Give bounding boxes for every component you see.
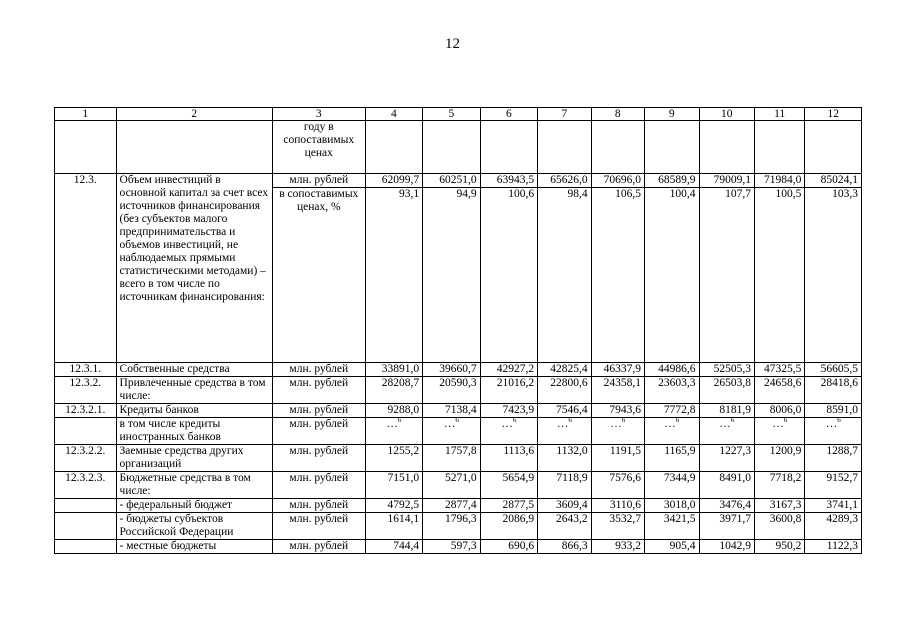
row-code: 12.3.2.1. xyxy=(55,404,117,418)
footnote-mark: 6 xyxy=(730,417,735,425)
ellipsis: … xyxy=(610,418,622,430)
row-code xyxy=(55,499,117,513)
value-cell: 7943,6 xyxy=(591,404,644,418)
row-code xyxy=(55,418,117,445)
value-cell: 7344,9 xyxy=(645,472,699,499)
value-cell: 24358,1 xyxy=(591,377,644,404)
table-row xyxy=(55,377,862,404)
value-cell: 7151,0 xyxy=(365,472,422,499)
value-cell: 4792,5 xyxy=(365,499,422,513)
row-name: Заемные средства других организаций xyxy=(116,445,272,472)
value-cell: 1165,9 xyxy=(645,445,699,472)
ellipsis: … xyxy=(772,418,784,430)
column-header: 4 xyxy=(365,108,422,121)
value-cell: 44986,6 xyxy=(645,363,699,377)
value-cell: 100,6 xyxy=(480,188,537,363)
value-cell: 690,6 xyxy=(480,540,537,554)
table-row xyxy=(55,540,862,554)
ellipsis: … xyxy=(719,418,731,430)
value-cell: 107,7 xyxy=(699,188,754,363)
table-row xyxy=(55,418,862,445)
value-cell: 3600,8 xyxy=(754,513,804,540)
value-cell xyxy=(754,121,804,174)
value-cell: 60251,0 xyxy=(423,174,480,188)
header-row xyxy=(55,108,862,121)
value-cell: 7546,4 xyxy=(538,404,591,418)
column-header: 7 xyxy=(538,108,591,121)
value-cell: 1288,7 xyxy=(805,445,862,472)
value-cell: 905,4 xyxy=(645,540,699,554)
value-cell: 93,1 xyxy=(365,188,422,363)
value-cell: 1796,3 xyxy=(423,513,480,540)
value-cell: 5654,9 xyxy=(480,472,537,499)
value-cell: 1122,3 xyxy=(805,540,862,554)
row-name: Бюджетные средства в том числе: xyxy=(116,472,272,499)
value-cell: 3532,7 xyxy=(591,513,644,540)
confidential-cell xyxy=(645,418,699,445)
ellipsis: … xyxy=(386,418,398,430)
value-cell: 33891,0 xyxy=(365,363,422,377)
value-cell: 56605,5 xyxy=(805,363,862,377)
value-cell xyxy=(699,121,754,174)
value-cell xyxy=(645,121,699,174)
row-unit: млн. рублей xyxy=(272,472,365,499)
value-cell: 62099,7 xyxy=(365,174,422,188)
value-cell: 24658,6 xyxy=(754,377,804,404)
value-cell: 70696,0 xyxy=(591,174,644,188)
value-cell: 106,5 xyxy=(591,188,644,363)
value-cell: 866,3 xyxy=(538,540,591,554)
table-row xyxy=(55,445,862,472)
row-unit: млн. рублей xyxy=(272,418,365,445)
row-code: 12.3.2.2. xyxy=(55,445,117,472)
row-name: - местные бюджеты xyxy=(116,540,272,554)
value-cell: 85024,1 xyxy=(805,174,862,188)
value-cell: 1614,1 xyxy=(365,513,422,540)
value-cell: 52505,3 xyxy=(699,363,754,377)
ellipsis: … xyxy=(501,418,513,430)
ellipsis: … xyxy=(664,418,676,430)
value-cell: 42927,2 xyxy=(480,363,537,377)
value-cell: 46337,9 xyxy=(591,363,644,377)
footnote-mark: 6 xyxy=(512,417,517,425)
value-cell: 950,2 xyxy=(754,540,804,554)
value-cell: 7118,9 xyxy=(538,472,591,499)
column-header: 9 xyxy=(645,108,699,121)
column-header: 10 xyxy=(699,108,754,121)
value-cell: 8181,9 xyxy=(699,404,754,418)
column-header: 2 xyxy=(116,108,272,121)
value-cell: 98,4 xyxy=(538,188,591,363)
value-cell: 5271,0 xyxy=(423,472,480,499)
row-unit: млн. рублей xyxy=(272,377,365,404)
column-header: 3 xyxy=(272,108,365,121)
confidential-cell xyxy=(423,418,480,445)
row-name: Кредиты банков xyxy=(116,404,272,418)
value-cell: 94,9 xyxy=(423,188,480,363)
table-row xyxy=(55,121,862,174)
row-code: 12.3.1. xyxy=(55,363,117,377)
table-row xyxy=(55,363,862,377)
value-cell: 100,4 xyxy=(645,188,699,363)
value-cell: 79009,1 xyxy=(699,174,754,188)
column-header: 8 xyxy=(591,108,644,121)
value-cell: 7138,4 xyxy=(423,404,480,418)
value-cell: 28208,7 xyxy=(365,377,422,404)
value-cell: 39660,7 xyxy=(423,363,480,377)
column-header: 1 xyxy=(55,108,117,121)
value-cell xyxy=(591,121,644,174)
value-cell: 42825,4 xyxy=(538,363,591,377)
value-cell: 71984,0 xyxy=(754,174,804,188)
row-unit: млн. рублей xyxy=(272,513,365,540)
value-cell: 3971,7 xyxy=(699,513,754,540)
value-cell: 7772,8 xyxy=(645,404,699,418)
value-cell xyxy=(480,121,537,174)
value-cell xyxy=(805,121,862,174)
value-cell: 3609,4 xyxy=(538,499,591,513)
value-cell: 2877,5 xyxy=(480,499,537,513)
value-cell: 1113,6 xyxy=(480,445,537,472)
ellipsis: … xyxy=(443,418,456,430)
confidential-cell xyxy=(365,418,422,445)
value-cell: 3167,3 xyxy=(754,499,804,513)
column-header: 11 xyxy=(754,108,804,121)
value-cell: 100,5 xyxy=(754,188,804,363)
value-cell: 47325,5 xyxy=(754,363,804,377)
row-name: - бюджеты субъектов Российской Федерации xyxy=(116,513,272,540)
confidential-cell xyxy=(591,418,644,445)
value-cell: 7423,9 xyxy=(480,404,537,418)
investment-table xyxy=(54,107,862,554)
row-code xyxy=(55,121,117,174)
value-cell: 933,2 xyxy=(591,540,644,554)
ellipsis: … xyxy=(825,418,838,430)
value-cell: 8491,0 xyxy=(699,472,754,499)
column-header: 6 xyxy=(480,108,537,121)
value-cell: 20590,3 xyxy=(423,377,480,404)
table-row xyxy=(55,174,862,188)
footnote-mark: 6 xyxy=(397,417,402,425)
value-cell: 7576,6 xyxy=(591,472,644,499)
value-cell: 744,4 xyxy=(365,540,422,554)
footnote-mark: 6 xyxy=(675,417,680,425)
value-cell: 7718,2 xyxy=(754,472,804,499)
value-cell: 21016,2 xyxy=(480,377,537,404)
value-cell: 4289,3 xyxy=(805,513,862,540)
value-cell: 9288,0 xyxy=(365,404,422,418)
value-cell: 1191,5 xyxy=(591,445,644,472)
confidential-cell xyxy=(805,418,862,445)
footnote-mark: 6 xyxy=(837,417,841,425)
value-cell: 28418,6 xyxy=(805,377,862,404)
value-cell: 68589,9 xyxy=(645,174,699,188)
table-row xyxy=(55,404,862,418)
value-cell: 8591,0 xyxy=(805,404,862,418)
column-header: 12 xyxy=(805,108,862,121)
value-cell: 26503,8 xyxy=(699,377,754,404)
value-cell: 3018,0 xyxy=(645,499,699,513)
value-cell: 2643,2 xyxy=(538,513,591,540)
confidential-cell xyxy=(754,418,804,445)
table-row xyxy=(55,499,862,513)
confidential-cell xyxy=(538,418,591,445)
row-name: Собственные средства xyxy=(116,363,272,377)
confidential-cell xyxy=(480,418,537,445)
value-cell: 2086,9 xyxy=(480,513,537,540)
value-cell: 3110,6 xyxy=(591,499,644,513)
footnote-mark: 6 xyxy=(455,417,459,425)
row-name: Привлеченные средства в том числе: xyxy=(116,377,272,404)
value-cell: 22800,6 xyxy=(538,377,591,404)
value-cell: 1200,9 xyxy=(754,445,804,472)
value-cell: 3476,4 xyxy=(699,499,754,513)
value-cell: 1757,8 xyxy=(423,445,480,472)
value-cell xyxy=(365,121,422,174)
value-cell: 23603,3 xyxy=(645,377,699,404)
value-cell: 63943,5 xyxy=(480,174,537,188)
row-code xyxy=(55,540,117,554)
row-code xyxy=(55,513,117,540)
page-number: 12 xyxy=(445,36,460,52)
value-cell xyxy=(538,121,591,174)
row-unit: млн. рублей xyxy=(272,445,365,472)
confidential-cell xyxy=(699,418,754,445)
row-name xyxy=(116,121,272,174)
value-cell: 597,3 xyxy=(423,540,480,554)
row-unit: млн. рублей xyxy=(272,540,365,554)
value-cell: 3421,5 xyxy=(645,513,699,540)
row-unit: году в сопоставимых ценах xyxy=(272,121,365,174)
row-name: Объем инвестиций в основной капитал за счет всех источников финансирования (без субъектов малого предпринимательства и объемов инвестиций, не наблюдаемых прямыми статистическими методами) – всего в том числе по источникам финансирования: xyxy=(116,174,272,363)
table-row xyxy=(55,472,862,499)
table-row xyxy=(55,513,862,540)
value-cell xyxy=(423,121,480,174)
value-cell: 8006,0 xyxy=(754,404,804,418)
footnote-mark: 6 xyxy=(783,417,788,425)
value-cell: 103,3 xyxy=(805,188,862,363)
row-unit: в сопоставимых ценах, % xyxy=(272,188,365,363)
value-cell: 1132,0 xyxy=(538,445,591,472)
column-header: 5 xyxy=(423,108,480,121)
row-name: - федеральный бюджет xyxy=(116,499,272,513)
value-cell: 1255,2 xyxy=(365,445,422,472)
row-unit: млн. рублей xyxy=(272,174,365,188)
row-code: 12.3. xyxy=(55,174,117,363)
row-name: в том числе кредиты иностранных банков xyxy=(116,418,272,445)
row-unit: млн. рублей xyxy=(272,363,365,377)
value-cell: 1227,3 xyxy=(699,445,754,472)
row-code: 12.3.2. xyxy=(55,377,117,404)
row-unit: млн. рублей xyxy=(272,499,365,513)
footnote-mark: 6 xyxy=(621,417,626,425)
ellipsis: … xyxy=(556,418,569,430)
footnote-mark: 6 xyxy=(568,417,572,425)
row-code: 12.3.2.3. xyxy=(55,472,117,499)
value-cell: 65626,0 xyxy=(538,174,591,188)
row-unit: млн. рублей xyxy=(272,404,365,418)
value-cell: 2877,4 xyxy=(423,499,480,513)
value-cell: 9152,7 xyxy=(805,472,862,499)
value-cell: 1042,9 xyxy=(699,540,754,554)
value-cell: 3741,1 xyxy=(805,499,862,513)
